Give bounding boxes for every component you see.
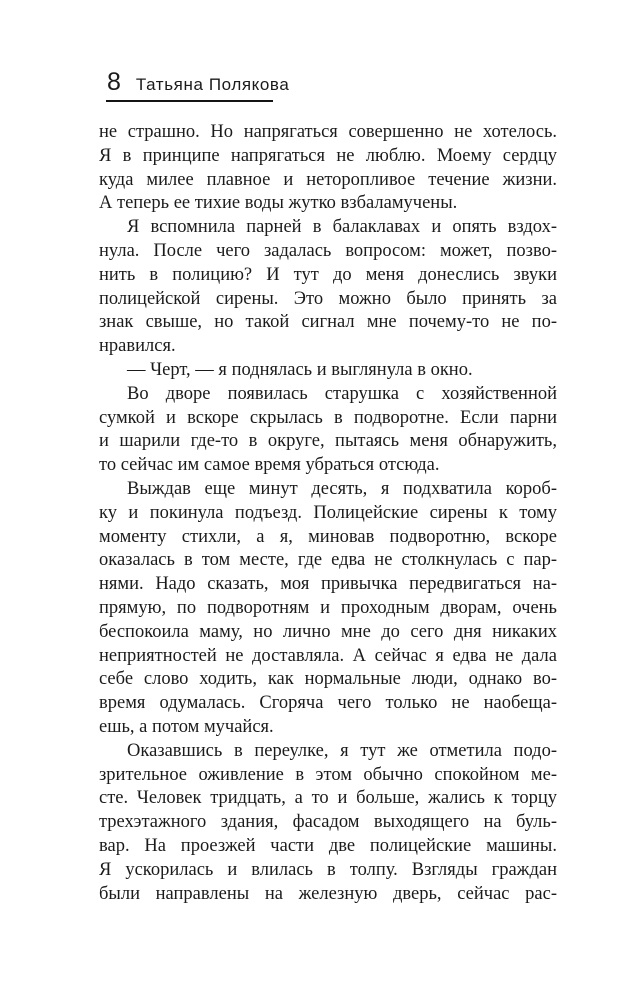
text-line: себе слово ходить, как нормальные люди, однако во- <box>99 669 557 690</box>
text-line: беспокоила маму, но лично мне до сего дня никаких <box>99 621 557 642</box>
paragraph <box>99 216 557 359</box>
text-line: были направлены на железную дверь, сейчас рас- <box>99 883 557 904</box>
text-line: нями. Надо сказать, моя привычка передвигаться на- <box>99 574 557 595</box>
text-line: нравился. <box>99 336 176 357</box>
text-line: зрительное оживление в этом обычно спокойном ме- <box>99 764 557 785</box>
text-line: сте. Человек тридцать, а то и больше, жались к торцу <box>99 788 557 809</box>
text-line: Во дворе появилась старушка с хозяйственной <box>127 383 557 404</box>
text-line: Я в принципе напрягаться не люблю. Моему сердцу <box>99 145 557 166</box>
text-line: трехэтажного здания, фасадом выходящего на буль- <box>99 812 557 833</box>
page-number: 8 <box>107 68 121 96</box>
paragraph <box>99 383 557 478</box>
text-line: время одумалась. Сгоряча чего только не наобеща- <box>99 693 557 714</box>
text-line: вар. На проезжей части две полицейские машины. <box>99 835 557 856</box>
text-line: нула. После чего задалась вопросом: может, позво- <box>99 240 557 261</box>
text-line: А теперь ее тихие воды жутко взбаламучены. <box>99 193 458 214</box>
text-line: Выждав еще минут десять, я подхватила короб- <box>127 478 557 499</box>
text-line: и шарили где-то в округе, пытаясь меня обнаружить, <box>99 431 557 452</box>
paragraph <box>99 121 557 216</box>
text-line: прямую, по подворотням и проходным дворам, очень <box>99 597 557 618</box>
text-line: полицейской сирены. Это можно было принять за <box>99 288 557 309</box>
text-line: ешь, а потом мучайся. <box>99 716 274 737</box>
paragraph <box>99 740 557 907</box>
paragraph <box>99 359 557 383</box>
text-line: моменту стихли, а я, миновав подворотню, вскоре <box>99 526 557 547</box>
running-title: Татьяна Полякова <box>135 75 290 94</box>
text-line: неприятностей не доставляла. А сейчас я едва не дала <box>99 645 557 666</box>
text-line: то сейчас им самое время убраться отсюда. <box>99 455 440 476</box>
body-text <box>99 121 557 906</box>
text-line: не страшно. Но напрягаться совершенно не хотелось. <box>99 122 557 142</box>
header-rule <box>106 100 273 102</box>
text-line: нить в полицию? И тут до меня донеслись звуки <box>99 264 557 285</box>
text-line: сумкой и вскоре скрылась в подворотне. Если парни <box>99 407 557 428</box>
text-line: знак свыше, но такой сигнал мне почему-то не по- <box>99 312 557 333</box>
text-line: ку и покинула подъезд. Полицейские сирены к тому <box>99 502 557 523</box>
text-line: Я вспомнила парней в балаклавах и опять вздох- <box>127 217 557 238</box>
text-line: Я ускорилась и влилась в толпу. Взгляды граждан <box>99 859 557 880</box>
page-header <box>107 70 289 95</box>
text-line: Оказавшись в переулке, я тут же отметила подо- <box>127 740 557 761</box>
paragraph <box>99 478 557 740</box>
text-line: — Черт, — я поднялась и выглянула в окно. <box>127 359 473 380</box>
text-line: куда милее плавное и неторопливое течение жизни. <box>99 169 557 190</box>
text-line: оказалась в том месте, где едва не столкнулась с пар- <box>99 550 557 571</box>
